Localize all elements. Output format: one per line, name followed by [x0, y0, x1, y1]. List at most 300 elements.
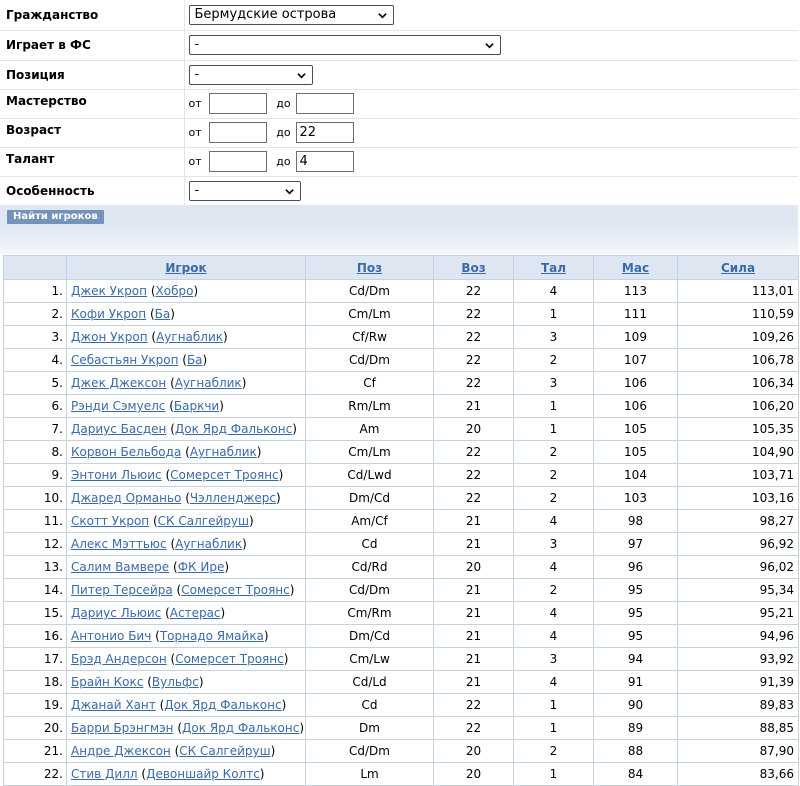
player-link[interactable]: Джаред Орманьо [71, 491, 182, 505]
rank-cell: 11. [4, 510, 67, 533]
table-row [4, 372, 799, 395]
strength-cell: 106,78 [678, 349, 799, 372]
player-cell [67, 487, 306, 510]
rank-cell: 20. [4, 717, 67, 740]
rank-cell: 4. [4, 349, 67, 372]
club-link[interactable]: Аугнаблик [175, 537, 243, 551]
mastery-cell: 105 [594, 441, 678, 464]
pos-cell: Dm [306, 717, 434, 740]
mastery-cell: 106 [594, 395, 678, 418]
talent-cell: 2 [514, 464, 594, 487]
position-label: Позиция [0, 60, 184, 89]
player-cell [67, 694, 306, 717]
paren-close: ) [283, 652, 289, 666]
player-link[interactable]: Дариус Льюис [71, 606, 162, 620]
talent-cell: 3 [514, 326, 594, 349]
paren-close: ) [299, 721, 305, 735]
paren-close: ) [263, 629, 269, 643]
strength-cell: 91,39 [678, 671, 799, 694]
plays-in-select[interactable] [189, 35, 501, 55]
chevron-down-icon [485, 41, 494, 50]
strength-cell: 83,66 [678, 763, 799, 786]
player-link[interactable]: Питер Терсейра [71, 583, 173, 597]
mastery-to-label: до [276, 97, 291, 110]
player-cell [67, 602, 306, 625]
strength-cell: 109,26 [678, 326, 799, 349]
talent-cell: 2 [514, 349, 594, 372]
players-table [3, 255, 799, 786]
table-row [4, 510, 799, 533]
age-to-input[interactable]: 22 [296, 122, 354, 143]
strength-cell: 98,27 [678, 510, 799, 533]
rank-cell: 6. [4, 395, 67, 418]
age-cell: 22 [434, 303, 514, 326]
mastery-from-label: от [188, 97, 202, 110]
age-cell: 22 [434, 372, 514, 395]
rank-cell: 21. [4, 740, 67, 763]
player-cell [67, 441, 306, 464]
club-link[interactable]: Чэлленджерс [189, 491, 276, 505]
player-cell [67, 395, 306, 418]
player-link[interactable]: Джек Укроп [71, 284, 147, 298]
player-cell [67, 303, 306, 326]
paren-close: ) [292, 422, 297, 436]
age-cell: 22 [434, 487, 514, 510]
feature-select[interactable] [189, 181, 301, 201]
club-link[interactable]: Торнадо Ямайка [159, 629, 264, 643]
strength-cell: 113,01 [678, 280, 799, 303]
talent-cell: 4 [514, 625, 594, 648]
age-cell: 20 [434, 418, 514, 441]
paren-open: ( [159, 698, 165, 712]
rank-cell: 5. [4, 372, 67, 395]
rank-cell: 14. [4, 579, 67, 602]
player-link[interactable]: Дариус Басден [71, 422, 167, 436]
position-select[interactable] [189, 65, 313, 85]
player-link[interactable]: Корвон Бельбода [71, 445, 182, 459]
mastery-cell: 111 [594, 303, 678, 326]
age-to-label: до [276, 126, 291, 139]
club-link[interactable]: Док Ярд Фальконс [182, 721, 300, 735]
rank-cell: 16. [4, 625, 67, 648]
talent-cell: 4 [514, 280, 594, 303]
sort-mastery-header[interactable]: Мас [594, 256, 678, 280]
rank-cell: 10. [4, 487, 67, 510]
mastery-label: Мастерство [0, 89, 184, 118]
talent-cell: 4 [514, 510, 594, 533]
rank-cell: 15. [4, 602, 67, 625]
paren-open: ( [170, 376, 175, 390]
pos-cell: Dm/Cd [306, 487, 434, 510]
table-row [4, 694, 799, 717]
pos-cell: Cm/Rm [306, 602, 434, 625]
strength-cell: 106,34 [678, 372, 799, 395]
club-link[interactable]: Сомерсет Троянс [181, 583, 290, 597]
paren-close: ) [289, 583, 295, 597]
paren-close: ) [220, 606, 226, 620]
mastery-cell: 91 [594, 671, 678, 694]
talent-cell: 1 [514, 763, 594, 786]
table-row [4, 625, 799, 648]
age-cell: 21 [434, 579, 514, 602]
paren-close: ) [219, 399, 224, 413]
player-link[interactable]: Алекс Мэттьюс [71, 537, 167, 551]
paren-close: ) [242, 537, 247, 551]
pos-cell: Am [306, 418, 434, 441]
table-row [4, 648, 799, 671]
paren-open: ( [165, 468, 171, 482]
pos-cell: Cd/Rd [306, 556, 434, 579]
club-link[interactable]: Вульфс [151, 675, 199, 689]
talent-cell: 2 [514, 579, 594, 602]
club-link[interactable]: СК Салгейруш [157, 514, 249, 528]
paren-close: ) [259, 767, 265, 781]
strength-cell: 103,16 [678, 487, 799, 510]
age-cell: 22 [434, 349, 514, 372]
strength-cell: 87,90 [678, 740, 799, 763]
mastery-cell: 105 [594, 418, 678, 441]
club-link[interactable]: Сомерсет Троянс [175, 652, 284, 666]
pos-cell: Cd [306, 533, 434, 556]
talent-from-input[interactable] [209, 151, 267, 172]
mastery-cell: 95 [594, 625, 678, 648]
paren-close: ) [223, 330, 228, 344]
sort-pos-header[interactable]: Поз [306, 256, 434, 280]
player-cell [67, 533, 306, 556]
strength-cell: 88,85 [678, 717, 799, 740]
talent-cell: 3 [514, 648, 594, 671]
rank-cell: 12. [4, 533, 67, 556]
paren-close: ) [281, 698, 287, 712]
table-row [4, 671, 799, 694]
age-cell: 21 [434, 671, 514, 694]
player-search-form [0, 0, 798, 228]
strength-cell: 96,02 [678, 556, 799, 579]
rank-cell: 18. [4, 671, 67, 694]
table-row [4, 487, 799, 510]
paren-close: ) [270, 744, 276, 758]
plays-in-value: - [194, 37, 200, 52]
mastery-from-input[interactable] [209, 93, 267, 114]
club-link[interactable]: Док Ярд Фальконс [164, 698, 282, 712]
player-cell [67, 280, 306, 303]
talent-cell: 1 [514, 303, 594, 326]
sort-strength-header[interactable]: Сила [678, 256, 799, 280]
table-row [4, 740, 799, 763]
paren-open: ( [149, 307, 155, 321]
age-cell: 22 [434, 326, 514, 349]
paren-open: ( [152, 514, 158, 528]
strength-cell: 96,92 [678, 533, 799, 556]
club-link[interactable]: Док Ярд Фальконс [174, 422, 293, 436]
mastery-to-input[interactable] [296, 93, 354, 114]
age-cell: 20 [434, 740, 514, 763]
player-cell [67, 510, 306, 533]
club-link[interactable]: Аугнаблик [174, 376, 242, 390]
table-row [4, 464, 799, 487]
feature-value: - [194, 182, 200, 198]
player-cell [67, 372, 306, 395]
paren-close: ) [193, 284, 199, 298]
strength-cell: 93,92 [678, 648, 799, 671]
talent-cell: 2 [514, 441, 594, 464]
paren-close: ) [198, 675, 204, 689]
paren-close: ) [276, 491, 281, 505]
paren-open: ( [170, 652, 176, 666]
mastery-cell: 103 [594, 487, 678, 510]
strength-cell: 110,59 [678, 303, 799, 326]
rank-cell: 8. [4, 441, 67, 464]
paren-open: ( [147, 675, 152, 689]
strength-cell: 103,71 [678, 464, 799, 487]
rank-header [4, 256, 67, 280]
player-cell [67, 763, 306, 786]
paren-close: ) [170, 307, 175, 321]
player-cell [67, 717, 306, 740]
player-link[interactable]: Рэнди Сэмуелс [71, 399, 166, 413]
player-link[interactable]: Брэд Андерсон [71, 652, 167, 666]
paren-open: ( [150, 284, 156, 298]
table-row [4, 326, 799, 349]
paren-open: ( [182, 353, 187, 367]
player-link[interactable]: Брайн Кокс [71, 675, 144, 689]
player-link[interactable]: Кофи Укроп [71, 307, 147, 321]
table-row [4, 441, 799, 464]
citizenship-label: Гражданство [0, 0, 184, 30]
player-link[interactable]: Джек Джексон [71, 376, 167, 390]
club-link[interactable]: Аугнаблик [189, 445, 257, 459]
age-from-input[interactable] [209, 122, 267, 143]
player-link[interactable]: Салим Вамвере [71, 560, 170, 574]
pos-cell: Cd/Lwd [306, 464, 434, 487]
talent-cell: 4 [514, 671, 594, 694]
rank-cell: 22. [4, 763, 67, 786]
paren-open: ( [174, 744, 180, 758]
strength-cell: 95,34 [678, 579, 799, 602]
rank-cell: 2. [4, 303, 67, 326]
strength-cell: 105,35 [678, 418, 799, 441]
mastery-cell: 113 [594, 280, 678, 303]
citizenship-value: Бермудские острова [194, 6, 337, 22]
talent-cell: 1 [514, 717, 594, 740]
player-cell [67, 740, 306, 763]
mastery-cell: 106 [594, 372, 678, 395]
rank-cell: 13. [4, 556, 67, 579]
pos-cell: Cd [306, 694, 434, 717]
position-value: - [194, 66, 200, 82]
talent-cell: 4 [514, 602, 594, 625]
pos-cell: Cm/Lm [306, 303, 434, 326]
club-link[interactable]: ФК Ире [177, 560, 225, 574]
player-cell [67, 579, 306, 602]
strength-cell: 94,96 [678, 625, 799, 648]
chevron-down-icon [378, 11, 387, 20]
paren-close: ) [224, 560, 230, 574]
age-cell: 22 [434, 441, 514, 464]
mastery-cell: 90 [594, 694, 678, 717]
player-link[interactable]: Барри Брэнгмэн [71, 721, 174, 735]
sort-talent-header[interactable]: Тал [514, 256, 594, 280]
strength-cell: 104,90 [678, 441, 799, 464]
age-cell: 21 [434, 648, 514, 671]
club-link[interactable]: Баркчи [173, 399, 220, 413]
club-link[interactable]: Хобро [155, 284, 194, 298]
rank-cell: 17. [4, 648, 67, 671]
strength-cell: 95,21 [678, 602, 799, 625]
rank-cell: 7. [4, 418, 67, 441]
table-row [4, 533, 799, 556]
age-cell: 22 [434, 717, 514, 740]
player-link[interactable]: Себастьян Укроп [71, 353, 179, 367]
player-link[interactable]: Антонио Бич [71, 629, 152, 643]
player-link[interactable]: Энтони Льюис [71, 468, 162, 482]
table-row [4, 349, 799, 372]
talent-cell: 1 [514, 418, 594, 441]
age-cell: 21 [434, 602, 514, 625]
pos-cell: Cd/Dm [306, 349, 434, 372]
rank-cell: 9. [4, 464, 67, 487]
citizenship-select[interactable] [189, 5, 394, 25]
mastery-cell: 109 [594, 326, 678, 349]
club-link[interactable]: СК Салгейруш [179, 744, 271, 758]
mastery-cell: 98 [594, 510, 678, 533]
mastery-cell: 104 [594, 464, 678, 487]
paren-close: ) [248, 514, 254, 528]
talent-to-input[interactable]: 4 [296, 151, 354, 172]
section-spacer [0, 226, 798, 254]
player-cell [67, 671, 306, 694]
table-row [4, 395, 799, 418]
player-cell [67, 349, 306, 372]
age-cell: 22 [434, 280, 514, 303]
age-cell: 22 [434, 464, 514, 487]
pos-cell: Cd/Dm [306, 579, 434, 602]
mastery-cell: 97 [594, 533, 678, 556]
pos-cell: Rm/Lm [306, 395, 434, 418]
paren-open: ( [170, 537, 176, 551]
table-row [4, 303, 799, 326]
paren-open: ( [170, 422, 175, 436]
sort-player-header[interactable]: Игрок [67, 256, 306, 280]
talent-label: Талант [0, 147, 184, 176]
talent-cell: 2 [514, 740, 594, 763]
player-cell [67, 625, 306, 648]
age-cell: 21 [434, 625, 514, 648]
mastery-cell: 95 [594, 579, 678, 602]
table-row [4, 418, 799, 441]
paren-close: ) [256, 445, 262, 459]
plays-in-label: Играет в ФС [0, 30, 184, 60]
paren-open: ( [173, 560, 178, 574]
chevron-down-icon [285, 187, 294, 196]
strength-cell: 89,83 [678, 694, 799, 717]
chevron-down-icon [297, 71, 306, 80]
pos-cell: Cm/Lm [306, 441, 434, 464]
player-cell [67, 648, 306, 671]
find-players-button[interactable]: Найти игроков [7, 210, 104, 224]
club-link[interactable]: Сомерсет Троянс [170, 468, 279, 482]
age-cell: 20 [434, 763, 514, 786]
age-cell: 22 [434, 694, 514, 717]
paren-open: ( [177, 721, 183, 735]
table-header-row [4, 256, 799, 280]
pos-cell: Cd/Dm [306, 740, 434, 763]
table-row [4, 280, 799, 303]
mastery-cell: 94 [594, 648, 678, 671]
paren-open: ( [185, 445, 190, 459]
club-link[interactable]: Ба [186, 353, 203, 367]
paren-open: ( [165, 606, 170, 620]
paren-close: ) [278, 468, 284, 482]
paren-open: ( [169, 399, 174, 413]
pos-cell: Cf [306, 372, 434, 395]
age-from-label: от [188, 126, 202, 139]
pos-cell: Lm [306, 763, 434, 786]
paren-close: ) [202, 353, 208, 367]
mastery-cell: 107 [594, 349, 678, 372]
player-cell [67, 418, 306, 441]
player-link[interactable]: Джанай Хант [71, 698, 156, 712]
paren-open: ( [185, 491, 190, 505]
paren-open: ( [141, 767, 147, 781]
pos-cell: Cf/Rw [306, 326, 434, 349]
player-link[interactable]: Андре Джексон [71, 744, 171, 758]
player-cell [67, 326, 306, 349]
table-row [4, 763, 799, 786]
club-link[interactable]: Ба [154, 307, 171, 321]
player-link[interactable]: Джон Укроп [71, 330, 148, 344]
talent-cell: 3 [514, 372, 594, 395]
player-cell [67, 464, 306, 487]
talent-cell: 1 [514, 694, 594, 717]
rank-cell: 1. [4, 280, 67, 303]
club-link[interactable]: Астерас [169, 606, 221, 620]
sort-age-header[interactable]: Воз [434, 256, 514, 280]
strength-cell: 106,20 [678, 395, 799, 418]
mastery-cell: 88 [594, 740, 678, 763]
player-link[interactable]: Скотт Укроп [71, 514, 150, 528]
club-link[interactable]: Аугнаблик [156, 330, 224, 344]
player-cell [67, 556, 306, 579]
age-label: Возраст [0, 118, 184, 147]
rank-cell: 3. [4, 326, 67, 349]
mastery-cell: 84 [594, 763, 678, 786]
table-row [4, 602, 799, 625]
table-row [4, 556, 799, 579]
pos-cell: Cd/Dm [306, 280, 434, 303]
feature-label: Особенность [0, 176, 184, 205]
rank-cell: 19. [4, 694, 67, 717]
paren-open: ( [151, 330, 157, 344]
pos-cell: Am/Cf [306, 510, 434, 533]
table-row [4, 717, 799, 740]
mastery-cell: 95 [594, 602, 678, 625]
mastery-cell: 89 [594, 717, 678, 740]
pos-cell: Cm/Lw [306, 648, 434, 671]
talent-cell: 4 [514, 556, 594, 579]
player-link[interactable]: Стив Дилл [71, 767, 138, 781]
pos-cell: Dm/Cd [306, 625, 434, 648]
paren-open: ( [176, 583, 182, 597]
club-link[interactable]: Девоншайр Колтс [146, 767, 260, 781]
mastery-cell: 96 [594, 556, 678, 579]
age-cell: 21 [434, 510, 514, 533]
age-cell: 21 [434, 395, 514, 418]
talent-cell: 2 [514, 487, 594, 510]
pos-cell: Cd/Ld [306, 671, 434, 694]
table-row [4, 579, 799, 602]
talent-to-label: до [276, 155, 291, 168]
